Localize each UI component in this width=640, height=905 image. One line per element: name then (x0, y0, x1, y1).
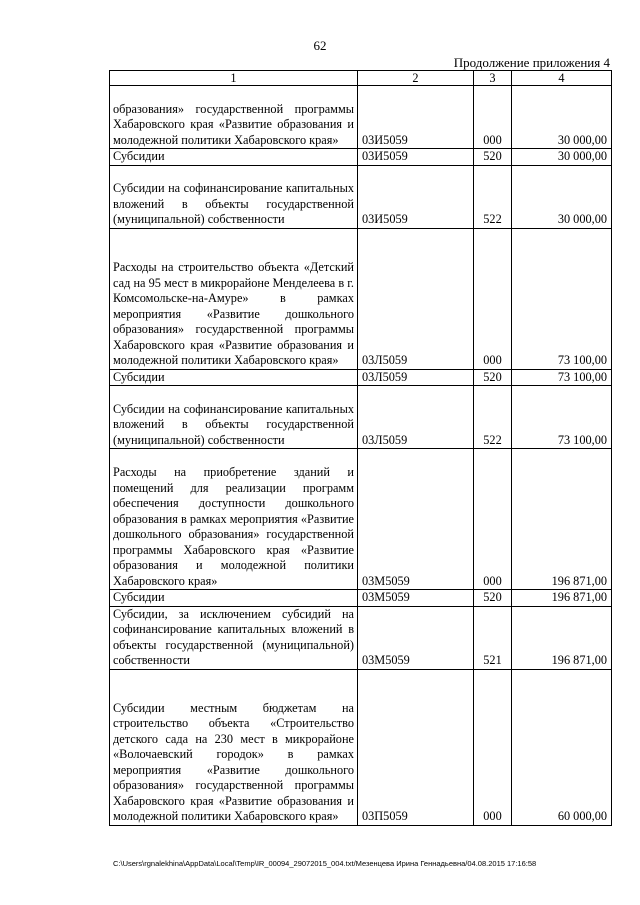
row-target-code: 03Л5059 (358, 369, 474, 386)
row-description: Субсидии (110, 369, 358, 386)
column-header: 3 (474, 71, 512, 86)
row-amount: 30 000,00 (512, 165, 612, 228)
column-header: 2 (358, 71, 474, 86)
row-description: Субсидии (110, 149, 358, 166)
row-expense-type: 522 (474, 386, 512, 449)
table-row (110, 369, 612, 386)
row-expense-type: 520 (474, 590, 512, 607)
row-amount: 196 871,00 (512, 606, 612, 669)
table-row (110, 606, 612, 669)
row-description: Расходы на приобретение зданий и помещений для реализации программ обеспечения доступности дошкольного образования в рамках мероприятия «Развитие дошкольного образования» государственной программы Хабаровского края «Развитие образования и молодежной политики Хабаровского края» (110, 449, 358, 590)
row-target-code: 03М5059 (358, 449, 474, 590)
row-target-code: 03М5059 (358, 606, 474, 669)
table-row (110, 86, 612, 149)
row-amount: 60 000,00 (512, 669, 612, 825)
row-target-code: 03Л5059 (358, 228, 474, 369)
table-row (110, 386, 612, 449)
table-row (110, 228, 612, 369)
row-expense-type: 520 (474, 369, 512, 386)
row-target-code: 03Л5059 (358, 386, 474, 449)
row-description: образования» государственной программы Хабаровского края «Развитие образования и молодежной политики Хабаровского края» (110, 86, 358, 149)
row-description: Субсидии местным бюджетам на строительство объекта «Строительство детского сада на 230 мест в микрорайоне «Волочаевский городок» в рамках мероприятия «Развитие дошкольного образования» государственной программы Хабаровского края «Развитие образования и молодежной политики Хабаровского края» (110, 669, 358, 825)
table-row (110, 149, 612, 166)
row-target-code: 03П5059 (358, 669, 474, 825)
row-amount: 196 871,00 (512, 590, 612, 607)
page-number: 62 (313, 38, 327, 53)
row-amount: 73 100,00 (512, 386, 612, 449)
appendix-caption: Продолжение приложения 4 (453, 55, 610, 70)
table-header-row (110, 71, 612, 86)
table-row (110, 669, 612, 825)
row-description: Субсидии (110, 590, 358, 607)
footer-file-path: C:\Users\rgnalekhina\AppData\Local\Temp\IR_00094_29072015_004.txt/Мезенцева Ирина Геннадьевна/04.08.2015 17:16:58 (113, 859, 537, 868)
row-amount: 73 100,00 (512, 228, 612, 369)
row-expense-type: 000 (474, 228, 512, 369)
column-header: 1 (110, 71, 358, 86)
row-expense-type: 521 (474, 606, 512, 669)
budget-table (109, 70, 612, 826)
row-description: Расходы на строительство объекта «Детский сад на 95 мест в микрорайоне Менделеева в г. Комсомольске-на-Амуре» в рамках мероприятия «Развитие дошкольного образования» государственной программы Хабаровского края «Развитие образования и молодежной политики Хабаровского края» (110, 228, 358, 369)
row-amount: 196 871,00 (512, 449, 612, 590)
row-expense-type: 000 (474, 86, 512, 149)
row-expense-type: 520 (474, 149, 512, 166)
row-target-code: 03И5059 (358, 149, 474, 166)
row-description: Субсидии на софинансирование капитальных вложений в объекты государственной (муниципальной) собственности (110, 165, 358, 228)
row-amount: 30 000,00 (512, 149, 612, 166)
row-expense-type: 522 (474, 165, 512, 228)
row-amount: 30 000,00 (512, 86, 612, 149)
row-target-code: 03И5059 (358, 165, 474, 228)
table-row (110, 449, 612, 590)
row-target-code: 03М5059 (358, 590, 474, 607)
row-amount: 73 100,00 (512, 369, 612, 386)
row-target-code: 03И5059 (358, 86, 474, 149)
column-header: 4 (512, 71, 612, 86)
row-description: Субсидии на софинансирование капитальных вложений в объекты государственной (муниципальной) собственности (110, 386, 358, 449)
row-expense-type: 000 (474, 449, 512, 590)
row-description: Субсидии, за исключением субсидий на софинансирование капитальных вложений в объекты государственной (муниципальной) собственности (110, 606, 358, 669)
row-expense-type: 000 (474, 669, 512, 825)
table-row (110, 165, 612, 228)
table-row (110, 590, 612, 607)
